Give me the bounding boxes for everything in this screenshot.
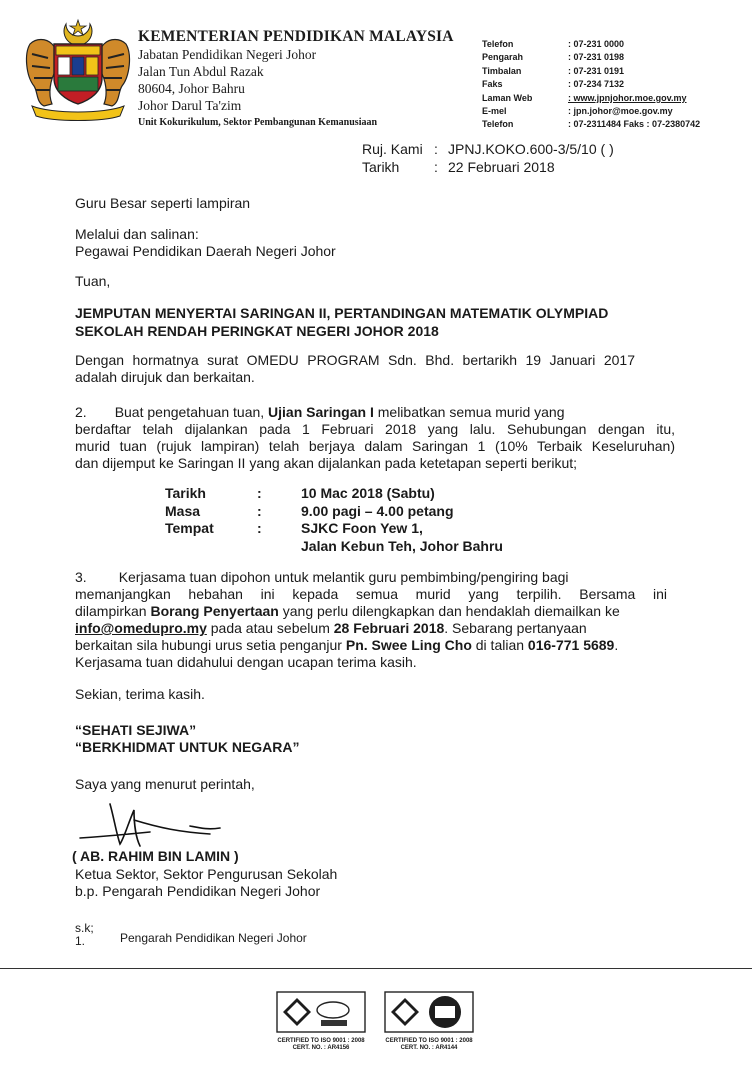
contact-row xyxy=(482,118,700,131)
paragraph-line: berdaftar telah dijalankan pada 1 Februari 2018 yang lalu. Sehubungan dengan itu, xyxy=(75,421,675,437)
motto-line: “SEHATI SEJIWA” xyxy=(75,722,197,738)
ref-label: Ruj. Kami xyxy=(362,141,423,157)
cc-name: Pegawai Pendidikan Daerah Negeri Johor xyxy=(75,243,336,259)
signatory-title: Ketua Sektor, Sektor Pengurusan Sekolah xyxy=(75,866,338,882)
motto-line: “BERKHIDMAT UNTUK NEGARA” xyxy=(75,739,300,755)
contact-value: : 07-231 0191 xyxy=(568,65,625,76)
paragraph-3: 3. Kerjasama tuan dipohon untuk melantik guru pembimbing/pengiring bagi memanjangkan hebahan ini kepada semua murid yang terpilih. Bersama ini dilampirkan Borang Penyertaan yang perlu dilengkapkan dan hendaklah diemailkan ke info@omedupro.my pada atau sebelum 28 Februari 2018. Sebarang pertanyaan berkaitan sila hubungi urus setia penganjur Pn. Swee Ling Cho di talian 016-771 5689. Kerjasama tuan didahului dengan ucapan terima kasih. xyxy=(75,569,667,670)
contact-row xyxy=(482,51,700,64)
form-name: Borang Penyertaan xyxy=(150,603,279,619)
paragraph-line: memanjangkan hebahan ini kepada semua murid yang terpilih. Bersama ini xyxy=(75,586,667,602)
detail-row xyxy=(165,538,503,556)
coat-of-arms-logo xyxy=(22,14,134,122)
contact-value: : 07-234 7132 xyxy=(568,79,625,90)
address-line: Johor Darul Ta'zim xyxy=(138,98,242,113)
detail-value: 10 Mac 2018 (Sabtu) xyxy=(301,485,435,501)
paragraph-2: 2. Buat pengetahuan tuan, Ujian Saringan I melibatkan semua murid yang berdaftar telah dijalankan pada 1 Februari 2018 yang lalu. Sehubungan dengan itu, murid tuan (rujuk lampiran) telah berjaya dalam Saringan 1 (10% Terbaik Keseluruhan) dan dijemput ke Saringan II yang akan dijalankan pada ketetapan seperti berikut; xyxy=(75,404,675,471)
cert-caption: CERTIFIED TO ISO 9001 : 2008 CERT. NO. : AR4156 xyxy=(277,1038,365,1051)
date-label: Tarikh xyxy=(362,159,400,175)
recipient: Guru Besar seperti lampiran xyxy=(75,195,251,211)
event-details xyxy=(165,485,503,555)
emphasis: Ujian Saringan I xyxy=(268,404,374,420)
date-value: 22 Februari 2018 xyxy=(448,159,555,175)
address-line: Jabatan Pendidikan Negeri Johor xyxy=(138,47,317,62)
ref-value: JPNJ.KOKO.600-3/5/10 ( ) xyxy=(448,141,614,157)
contact-row xyxy=(482,78,700,91)
contact-row xyxy=(482,38,700,51)
contact-row xyxy=(482,92,700,105)
detail-value: Jalan Kebun Teh, Johor Bahru xyxy=(301,537,503,554)
address-line: 80604, Johor Bahru xyxy=(138,81,245,96)
paragraph-number: 2. xyxy=(75,404,87,420)
cc-label: s.k; xyxy=(75,921,94,935)
contact-value: : 07-2311484 Faks : 07-2380742 xyxy=(568,119,701,130)
detail-value: 9.00 pagi – 4.00 petang xyxy=(301,502,454,519)
contact-label: Timbalan xyxy=(482,65,522,76)
closing: Sekian, terima kasih. xyxy=(75,686,205,702)
contact-row xyxy=(482,105,700,118)
email-link[interactable]: info@omedupro.my xyxy=(75,620,207,636)
detail-label: Tarikh xyxy=(165,485,206,501)
paragraph-line: dan dijemput ke Saringan II yang akan dijalankan pada ketetapan seperti berikut; xyxy=(75,455,578,471)
address-line: Jalan Tun Abdul Razak xyxy=(138,64,264,79)
subject-line: SEKOLAH RENDAH PERINGKAT NEGERI JOHOR 2018 xyxy=(75,323,439,339)
ministry-name: KEMENTERIAN PENDIDIKAN MALAYSIA xyxy=(138,28,454,45)
contact-row xyxy=(482,65,700,78)
salutation: Tuan, xyxy=(75,273,111,289)
detail-label: Tempat xyxy=(165,520,214,536)
contact-value: : 07-231 0000 xyxy=(568,39,625,49)
letterhead-contacts xyxy=(482,38,700,132)
contact-phone: 016-771 5689 xyxy=(527,637,615,653)
cc-number: 1. xyxy=(75,934,86,948)
signatory-title: b.p. Pengarah Pendidikan Negeri Johor xyxy=(75,883,321,899)
cert-caption: CERTIFIED TO ISO 9001 : 2008 CERT. NO. : AR4144 xyxy=(385,1038,473,1051)
contact-label: Faks xyxy=(482,79,503,90)
contact-value: : 07-231 0198 xyxy=(568,52,625,63)
paragraph-1 xyxy=(75,352,635,386)
paragraph-line: murid tuan (rujuk lampiran) telah berjaya dalam Saringan 1 (10% Terbaik Keseluruhan) xyxy=(75,438,675,454)
detail-label: Masa xyxy=(165,502,201,519)
paragraph-line: Dengan hormatnya surat OMEDU PROGRAM Sdn. Bhd. bertarikh 19 Januari 2017 xyxy=(75,352,635,368)
unit-name: Unit Kokurikulum, Sektor Pembangunan Kemanusiaan xyxy=(138,117,378,128)
website-link[interactable]: : www.jpnjohor.moe.gov.my xyxy=(568,92,687,103)
letterhead-address xyxy=(138,28,454,130)
detail-value: SJKC Foon Yew 1, xyxy=(301,520,423,536)
detail-row: Masa : 9.00 pagi – 4.00 petang xyxy=(165,502,454,519)
paragraph-line: Kerjasama tuan didahului dengan ucapan terima kasih. xyxy=(75,654,417,670)
subject-line: JEMPUTAN MENYERTAI SARINGAN II, PERTANDINGAN MATEMATIK OLYMPIAD xyxy=(75,305,609,321)
reference-block: Ruj. Kami : JPNJ.KOKO.600-3/5/10 ( ) Tarikh : 22 Februari 2018 xyxy=(362,141,614,175)
contact-label: Pengarah xyxy=(482,52,524,63)
paragraph-number: 3. xyxy=(75,569,87,585)
cc-intro: Melalui dan salinan: xyxy=(75,226,199,242)
paragraph-line: adalah dirujuk dan berkaitan. xyxy=(75,369,255,385)
detail-row: Tarikh : 10 Mac 2018 (Sabtu) xyxy=(165,485,435,501)
order-line: Saya yang menurut perintah, xyxy=(75,776,255,792)
signatory-name: ( AB. RAHIM BIN LAMIN ) xyxy=(72,848,239,864)
deadline-date: 28 Februari 2018 xyxy=(333,620,445,636)
email-link[interactable]: : jpn.johor@moe.gov.my xyxy=(568,106,673,117)
contact-person: Pn. Swee Ling Cho xyxy=(345,637,472,653)
contact-label: Laman Web xyxy=(482,92,533,103)
detail-row: Tempat : SJKC Foon Yew 1, xyxy=(165,520,423,536)
subject-heading xyxy=(75,304,608,340)
cc-item: Pengarah Pendidikan Negeri Johor xyxy=(120,931,307,945)
contact-label: Telefon xyxy=(482,39,514,49)
footer-divider xyxy=(0,968,752,969)
contact-label: E-mel xyxy=(482,106,507,117)
contact-label: Telefon xyxy=(482,119,514,130)
